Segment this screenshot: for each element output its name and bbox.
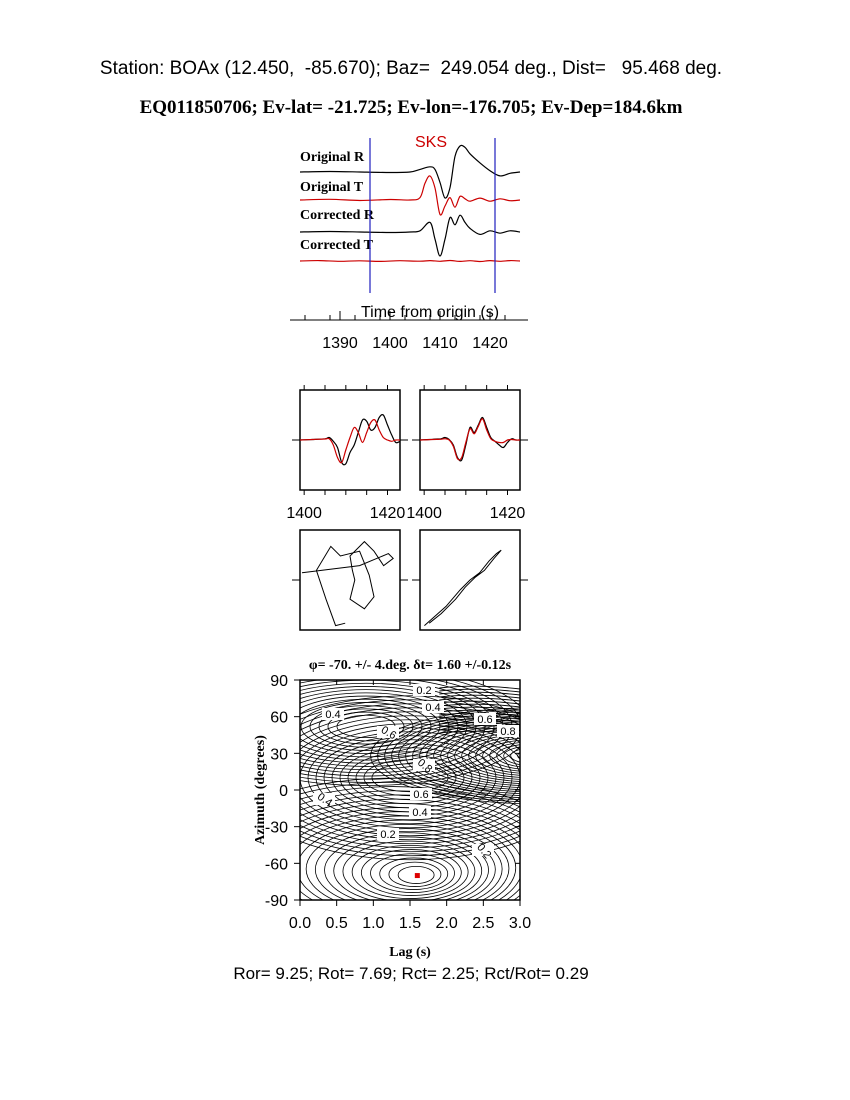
overlay-panel-2	[406, 385, 528, 522]
time-tick-label-4: 1420	[472, 335, 508, 352]
event-info: EQ011850706; Ev-lat= -21.725; Ev-lon=-176.705; Ev-Dep=184.6km	[139, 97, 683, 118]
time-tick-label-3: 1410	[422, 335, 458, 352]
contour-line	[427, 724, 643, 788]
overlay-panel-1	[286, 385, 408, 522]
overlay-frame	[300, 390, 400, 490]
best-fit-marker	[415, 873, 420, 878]
azimuth-tick-label-4: 0	[279, 783, 288, 800]
trace-label-1: Original R	[300, 150, 365, 165]
contour-line	[448, 730, 622, 782]
contour-line	[269, 808, 529, 926]
contour-line	[439, 698, 520, 701]
time-axis-title: Time from origin (s)	[360, 304, 500, 321]
trace-label-3: Corrected R	[300, 208, 374, 223]
contour-label-7: 0.6	[413, 789, 429, 801]
time-tick-label-1: 1390	[322, 335, 358, 352]
overlay-trace-2	[300, 420, 400, 463]
azimuth-tick-label-3: 30	[270, 746, 288, 764]
contour-line	[518, 750, 552, 762]
contour-label-4: 0.8	[500, 726, 516, 738]
contour-label-6: 0.8	[414, 756, 435, 776]
time-tick-label-2: 1400	[372, 335, 408, 352]
contour-line	[202, 667, 530, 785]
trace-label-4: Corrected T	[300, 238, 373, 253]
azimuth-axis-title: Azimuth (degrees)	[253, 735, 268, 845]
particle-motion-frame	[300, 530, 400, 630]
contour-label-10: 0.2	[380, 829, 396, 841]
contour-label-11: 0.2	[474, 841, 494, 862]
contour-line	[399, 716, 671, 796]
contour-label-2: 0.4	[425, 702, 441, 714]
error-surface-panel	[202, 658, 699, 960]
azimuth-tick-label-5: -30	[264, 819, 288, 837]
overlay-tick-label-2: 1420	[369, 505, 406, 522]
lag-tick-label-2: 0.5	[325, 915, 348, 932]
overlay-trace-2	[420, 419, 520, 460]
contour-line	[504, 746, 566, 766]
contour-line	[244, 700, 576, 856]
trace-label-2: Original T	[300, 180, 364, 195]
overlay-tick-label-2: 1420	[489, 505, 526, 522]
azimuth-tick-label-7: -90	[264, 893, 288, 910]
contour-line	[476, 738, 594, 774]
contour-line	[455, 732, 615, 780]
lag-tick-label-3: 1.0	[362, 915, 385, 932]
particle-motion-panel-2	[412, 530, 528, 630]
contour-line	[380, 858, 448, 890]
contour-label-9: 0.4	[314, 790, 335, 810]
azimuth-tick-label-2: 60	[270, 709, 288, 727]
overlay-tick-label-1: 1400	[406, 505, 442, 522]
particle-motion-panels	[292, 530, 528, 630]
particle-motion-trace-1	[424, 550, 501, 625]
azimuth-tick-label-1: 90	[270, 673, 288, 690]
lag-tick-label-7: 3.0	[508, 915, 532, 932]
contour-line	[385, 712, 685, 800]
particle-motion-panel-1	[292, 530, 408, 630]
seismogram-trace-4	[300, 261, 520, 262]
particle-motion-trace-1	[302, 542, 393, 626]
energy-ratios: Ror= 9.25; Rot= 7.69; Rct= 2.25; Rct/Rot= 0.29	[233, 964, 589, 983]
contour-label-5: 0.6	[378, 724, 399, 743]
lag-tick-label-4: 1.5	[398, 915, 422, 932]
contour-line	[462, 734, 608, 778]
azimuth-tick-label-6: -60	[264, 856, 288, 874]
contour-label-3: 0.6	[477, 714, 493, 726]
contour-line	[469, 736, 601, 776]
contour-line	[297, 820, 509, 916]
contour-label-1: 0.2	[416, 685, 432, 697]
contour-line	[392, 714, 678, 798]
station-info: Station: BOAx (12.450, -85.670); Baz= 249.054 deg., Dist= 95.468 deg.	[99, 58, 723, 79]
error-surface-title: φ= -70. +/- 4.deg. δt= 1.60 +/-0.12s	[308, 658, 512, 673]
overlay-tick-label-1: 1400	[286, 505, 322, 522]
lag-tick-label-5: 2.0	[435, 915, 458, 932]
lag-tick-label-1: 0.0	[288, 915, 312, 932]
contour-line	[361, 850, 461, 896]
contour-label-12: 0.4	[325, 709, 341, 721]
contour-line	[490, 742, 580, 770]
lag-axis-title: Lag (s)	[389, 945, 431, 960]
contour-label-8: 0.4	[412, 807, 428, 819]
waveform-overlay-panels	[286, 385, 528, 522]
contour-line	[284, 720, 536, 836]
lag-tick-label-6: 2.5	[472, 915, 495, 932]
phase-label: SKS	[414, 134, 448, 151]
seismogram-panel	[290, 134, 528, 352]
